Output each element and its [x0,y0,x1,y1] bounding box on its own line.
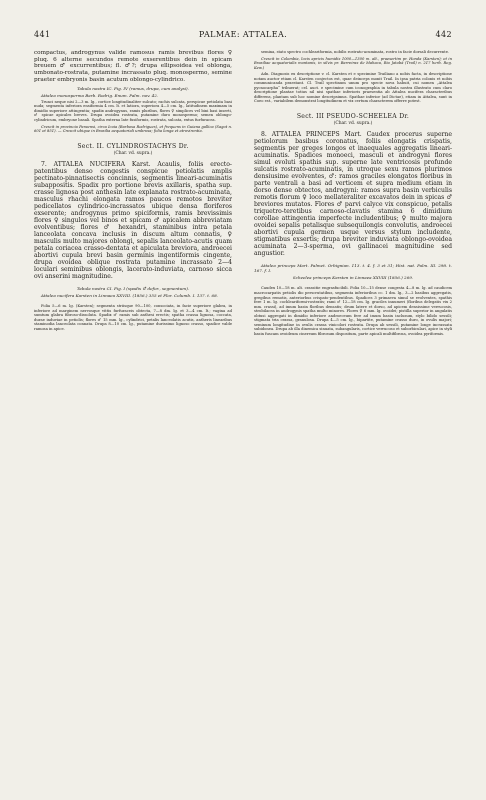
header-title: PALMAE: ATTALEA. [198,30,288,39]
page-number-right: 442 [435,30,452,39]
right-intro-paragraph: semina, stato spectro cochleariformia, nobilis rostrato-acuminata, rostro in facie dorsali decurrente. [261,50,450,54]
left-synonym-citation: Attalea monosperma Barb. Rodrig. Enum. Palm. nov. 42. [41,92,159,98]
section-heading-cylindrostachys: Sect. II. CYLINDROSTACHYS Dr. [77,142,189,150]
left-habitat-note: Crescit in provincia Paraensi, circa Icoia (Barbosa Rodrigues), et frequens in Guiana gallica (Sagot n. 601 et 851). — Crescit ubique in Brasilia aequatoriali umbrosa; folia longa et atrovirentia. [34,124,232,134]
section-heading-pseudo-scheelea: Sect. III PSEUDO-SCHEELEA Dr. [296,113,410,121]
species-entry-attalea-nucifera: 7. ATTALEA NUCIFERA Karst. Acaulis, foliis erecto-patentibus denso congestis conspicue petiolatis amplis pectinato-pinnatisectis concinnis, segmentis lineari-acuminatis subappositis. Spadix pro portione brevis axillaris, spatha sup. crasse lignosa post anthesin late explanata rostrato-acuminata, masculus rhachi elongata ramos paucos remotos breviter pedicellatos cylindrico-incrassatos ubique densa floriferos exserente; androgynus primo spiciformis, ramis brevissimis flores ♀ singulos vel binos et spicam ♂ apicalem abbreviatam evolventibus; flores ♂ hexandri, staminibus intra petala lanceolata concava inclusis in discum altum connatis, ♀ masculis multo majores oblongi, sepalis lanceolato-acutis quam petala coriacea crasso-dentata et apiculata breviora, androecei abortivi cupula brevi basin germinis ingentiformis cingente, drupa ovoidea oblique rostrata putamine incrassato 2—4 loculari seminibus oblongis, lacerato-induviata, carnoso sicca ovi anserini magnitudine. [34,160,232,280]
right-caudex-description: Caudex 10—18 m. alt. crassitie engrasfucibili. Folia 10—15 dense congesta 4—8 m. lg. ad caudicem macrocarpatis petiolis dio perscrutatibus, segmenta inferioribus cc. 1 dm. lg., 3—2 basibus aggregatis, gregibus remotis, anteriorbus crispato-pendentibus. Spadices 3 primaeva simul se evolventes, spathis fere 1 m. lg. cochleariformi-rostratis; rami ♂ 12—18 cm. lg. graciles innumeri (floribus delegatis vix 2 mm. crassi), ad imum basin floribus densatis; drum latere et dorso, ad apicem densissime verrucosis, strobilacea in androgynis spatha multo minores. Flores ♀ 6 mm. lg. ovoidei; pistilla superior in angulatis obtusi aggregati in dimidio inferiore androeceum fere ad imum basin inclusum, stylo bilido sessili; stigmata tria crassa, granulosa. Drupa 4—5 cm. lg., bipartite, putamine crasso duro, in ovulis majori; seminum longitudine in ovulis crassa vinicolori rostrata. Drupa ab sessili, putamine longe incrassata subidonea. Drupa ab illa dinemica sinuata, subangularis, cortice verrucoso et suborbiculari, apice in styli basin fuscam ovoideum cinereum fibrosum dispositum, parte apicali multifibrosa, ovoidea pyriformis. [254,286,452,336]
right-synonym-citation-2: Scheelea princeps Karsten in Linnaea XXVIII (1856.) 269. [292,275,414,281]
left-small-description: Trunci neque nisi 2—3 m. lg., cortice longitudinaliter sulcato; rachis sulcata, perspicue petiolata basi nuda; segmenta inferiora ensiformia 4 cm. lt. et latiora, superiora 4—5 cm. lg., latitudinem maximam in dimidio superiore attingentia; spadix androgynus, ramis pluribus, flores ♀ simplices vel bini basi inserti, ♂ spicae apicales breves. Drupa ovoidea rostrata, putamine duro monospermo; semen oblongo-cylindricum, embryone basali. Spatha externa late fusiformis, rostrata, sulcata, extus furfuracea. [34,99,232,123]
left-intro-paragraph: compactus, androgynus valide ramosus ramis brevibus flores ♀ pluq. 6 alterne secundos remote exserentibus dein in spicam breuem ♂ excurrentibus; fl. ♂?; drupa ellipsoidea vel oblonga, umbonato-rostrata, putamine incrassato pluq. monospermo, semine praeter embryonis basin acutum oblongo-cylindrico. [34,50,232,83]
right-synonym-citation: Attalea princeps Mart. Palmet. Orbignian. 113. t. 4. f. 3 et 31; Hist. nat. Palm. III. 298. t. 167. f. I. [254,263,452,274]
left-folia-description: Folia 5—6 m. lg. (Karsten); segmenta striisque 90—100, consociata, in facie superiore glabra, in inferiore ad marginem nervosque vittis furfuraceis obtecta, 7—8 dm. lg. et 3—4 cm. lt.; vagina ad sumtum glabra fibroso-dissoluta. Spadix ♂ ramis sub anthesi erectis; spatha crassa lignosa, coccata, durae induviae in petiolis; flores ♂ 15 mm. lg., cylindrici, petalis lanceolatis acutis, antheris linearibus staminodia lanceolata connata. Drupa 8—10 cm. lg., putamine durissimo lignoso crasso, spadice valde ramosa in apice. [34,303,232,331]
left-synonym-citation-2: Attalea nucifera Karsten in Linnaea XXVIII. (1856.) 355 et Flor. Columb. I. 137. t. 68. [41,292,219,298]
running-header [34,30,452,44]
left-column [34,50,232,785]
right-column [254,50,452,785]
page-number-left: 441 [34,30,51,39]
left-plate-reference-2: Tabula nostra CI. Fig. I (spadix ♂ defor., segmentum). [76,285,190,291]
section-subheading-cylindrostachys: (Char. vd. supra.) [113,150,153,156]
right-habitat-note: Crescit in Colombia, locis apricis humidis 1000—1300 m. alt., praesertim pr. Honda (Karsten); et in Brasiliae aequatorialis montanis, in silvis pr. Barreiras de Mahaca, Rio Jatobá (Trail) n. 217 herb. Reg. Kew.) [254,56,452,70]
right-observation-note: Adn. Diagnosis ex descriptione v. cl. Karsten et e specimine Trailiano a nobis facta, in descriptione notam auctor etiam cl. Karsten conjectos est, quae deinceps monit Trail. In ipsa patria colonis et nobis communicanda praestant. Cl. Trail spectinum unum pro specie nova habuit, cui nomen „Attalea pycnocarpha“ tribuerat; cel. auct. e specimine cum iconographia in tabula nostra illustrato cum claro descriptione plantae totius nil nisi spathae inferioris praesentia ab Attalea nucifera characteribus differens, plantam sub hoc nomine descripsimus. Spathae inferior (ad Dictae), etiam in Attalea, sunt in Coeo est., variabilem demonstrat longitudinem et vix certum characterem offerre potest. [254,72,452,104]
species-entry-attalea-princeps: 8. ATTALEA PRINCEPS Mart. Caudex procerus superne petiolorum basibus coronatus, foliis elongatis crispatis, segmentis per greges longos et inaequales aggregatis lineari-acuminatis. Spadices monoeci, masculi et androgyni flores simul evoluti spathis sup. superne late ventricosis profunde sulcatis rostrato-acuminatis, in utroque sexu ramos plurimos densiusime evolventes, ♂: ramos graciles elongatos floribus in parte ventrali a basi ad verticem et supra medium etiam in dorso dense obtectos, androgyni: ramos supra basin verbiculis remotis florum ♀ loco mellateraliter excavatos dein in spicas ♂ breviores mutatos. Flores ♂ parvi calyce vix conspicuo, petalis triquetro-teretibus carnoso-clavatis stamina 6 dimidium corollae attingentia imperfecte includentibus; ♀ multo majora ovoidei sepalis petalisque subsequilongis convolutis, androecei abortivi cupula germen usque versus stylum includente, stigmatibus exsertis; drupa breviter induviata oblongo-ovoidea acuminata 2—3-sperma, ovi gallinacei magnitudine sed angustior. [254,131,452,258]
left-plate-reference: Tabula nostra IC. Fig. IV (ramus, drupa, cum analysi). [77,85,189,91]
section-subheading-pseudo-scheelea: (Char. vd. supra.) [333,121,373,127]
